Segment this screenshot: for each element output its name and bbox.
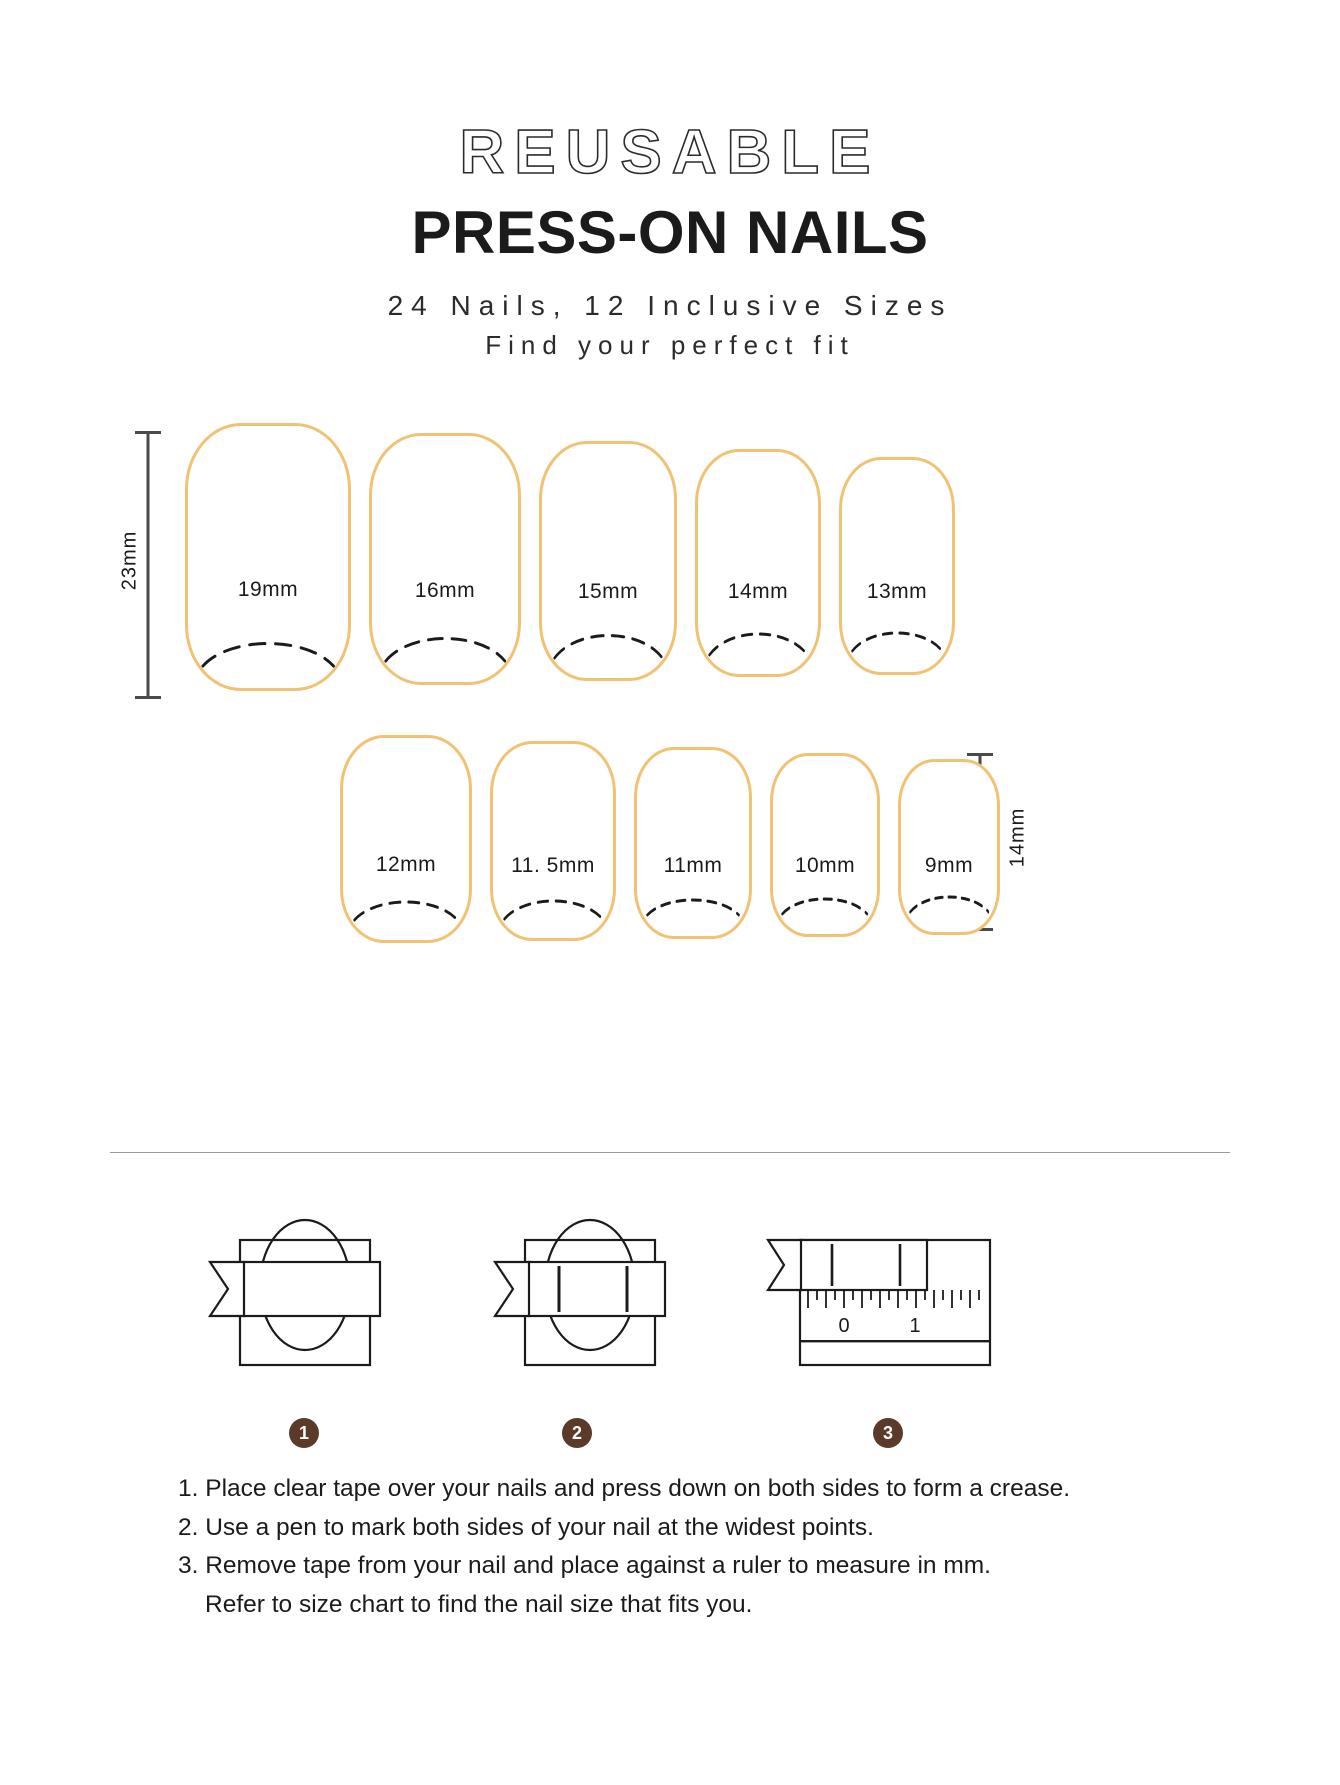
nail-swatch[interactable] [490,741,616,941]
nail-swatch[interactable] [340,735,472,943]
nail-size-label: 11. 5mm [511,854,595,878]
nail-smile-line [384,629,507,665]
subtitle-fit: Find your perfect fit [485,330,855,361]
step-illustration-1 [170,1190,470,1390]
dimension-bar [147,431,150,699]
nail-swatch[interactable] [185,423,351,691]
step-badge-2: 2 [562,1418,592,1448]
nail-smile-line [851,621,943,657]
nail-row-bottom [340,735,1018,943]
ruler-tick-0: 0 [838,1315,850,1337]
dimension-right-label: 14mm [1006,807,1029,868]
ruler-measure-icon [740,1190,1040,1390]
nail-smile-line [503,889,604,925]
nail-smile-line [646,887,740,923]
tape-over-nail-icon [170,1190,470,1390]
step-illustration-2 [455,1190,755,1390]
nail-smile-line [909,884,990,920]
nail-swatch[interactable] [369,433,521,685]
nail-size-label: 9mm [924,854,974,878]
instruction-line-1: 1. Place clear tape over your nails and press down on both sides to form a crease. [178,1475,1071,1502]
nail-swatch[interactable] [770,753,880,937]
outline-title: REUSABLE [459,118,881,187]
nail-size-label: 19mm [237,578,299,602]
size-chart [0,423,1340,983]
mark-sides-icon [455,1190,755,1390]
header [0,0,1340,361]
nail-size-label: 11mm [663,854,723,878]
subtitle-sizes: 24 Nails, 12 Inclusive Sizes [387,290,953,322]
step-badge-3: 3 [873,1418,903,1448]
nail-swatch[interactable] [839,457,955,675]
nail-row-top [185,423,973,691]
nail-size-label: 13mm [866,580,928,604]
page-title: PRESS-ON NAILS [411,199,929,267]
ruler-tick-1: 1 [909,1315,921,1337]
nail-smile-line [781,886,868,922]
instruction-line-2: 2. Use a pen to mark both sides of your nail at the widest points. [178,1513,874,1541]
nail-swatch[interactable] [898,759,1000,935]
nail-size-label: 15mm [577,580,639,604]
step-badges [0,1418,1340,1454]
nail-swatch[interactable] [539,441,677,681]
nail-smile-line [553,626,664,662]
dimension-left-label: 23mm [118,530,141,591]
nail-smile-line [353,890,459,926]
nail-size-label: 12mm [375,853,437,877]
section-divider [110,1152,1230,1153]
instruction-line-3: 3. Remove tape from your nail and place against a ruler to measure in mm. [178,1552,991,1580]
step-illustration-3 [740,1190,1040,1390]
steps-illustrations [0,1190,1340,1420]
step-badge-1: 1 [289,1418,319,1448]
nail-swatch[interactable] [634,747,752,939]
dimension-cap-bottom [135,696,161,699]
instructions-list [178,1470,1188,1625]
nail-size-label: 10mm [794,854,856,878]
nail-smile-line [201,634,335,670]
nail-size-label: 16mm [414,579,476,603]
nail-smile-line [708,623,809,659]
instruction-line-4: Refer to size chart to find the nail size that fits you. [205,1591,753,1619]
nail-swatch[interactable] [695,449,821,677]
dimension-left-height [118,431,168,699]
nail-size-label: 14mm [727,580,789,604]
